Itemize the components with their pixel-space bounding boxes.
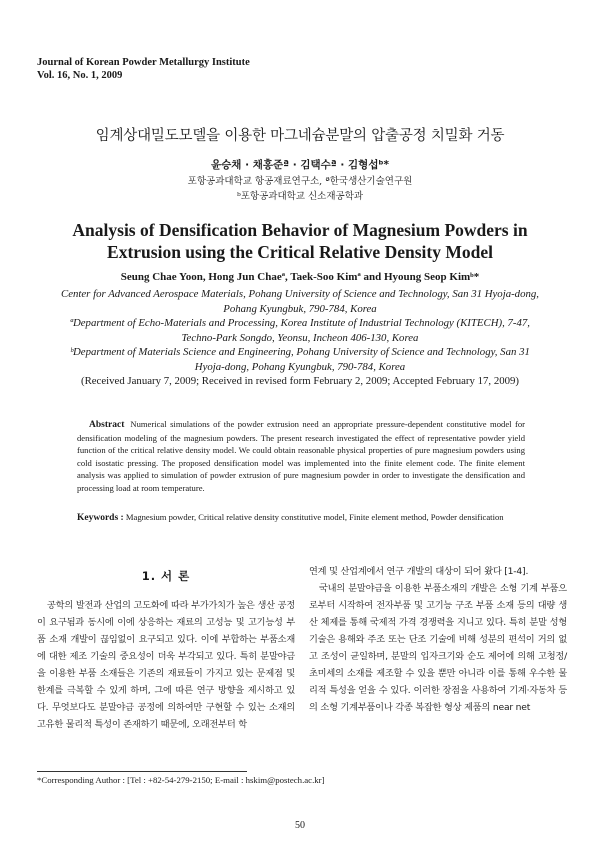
english-title: Analysis of Densification Behavior of Magnesium Powders in Extrusion using the Critical Relative Density Model [72, 220, 528, 262]
journal-volume: Vol. 16, No. 1, 2009 [37, 70, 123, 81]
abstract-text: Numerical simulations of the powder extrusion need an appropriate pressure-dependent constitutive model for densification modeling of the magnesium powders. The present research investigated the effect of representative powder yield function of the critical relative density model. We could obtain reasonable physical properties of pure magnesium powders using cold isostatic pressing. The proposed densification model was implemented into the finite element code. The finite element analysis was applied to simulation of powder extrusion of pure magnesium powder in order to investigate the densification and processing load at room temperature. [77, 419, 525, 493]
body-paragraph: 공학의 발전과 산업의 고도화에 따라 부가가치가 높은 생산 공정이 요구됨과 동시에 이에 상응하는 재료의 고성능 및 고기능성 부품 소재 개발이 끊임없이 요구되고 있다. 이에 부합하는 부품소재에 대한 제조 기술의 중요성이 더욱 부각되고 있다. 특히 분말야금을 이용한 부품 소재들은 기존의 재료들이 가지고 있는 문제점 및 한계를 극복할 수 있게 하며, 그에 따른 연구 방향을 제시하고 있다. 무엇보다도 분말야금 공정에 의하여만 구현할 수 있는 소재의 고유한 물리적 특성이 존재하기 때문에, 오래전부터 학 [37, 600, 295, 730]
left-column [37, 563, 295, 733]
corresponding-author-footnote: *Corresponding Author : [Tel : +82-54-279-2150; E-mail : hskim@postech.ac.kr] [37, 775, 325, 785]
section-heading: 1. 서 론 [141, 569, 191, 583]
body-paragraph-continued: 연계 및 산업계에서 연구 개발의 대상이 되어 왔다 [1-4]. [309, 566, 529, 577]
right-column [309, 563, 567, 716]
korean-affiliation-2: ᵇ포항공과대학교 신소재공학과 [236, 191, 364, 202]
english-affiliation-3: ᵇDepartment of Materials Science and Engineering, Pohang University of Science and Technology, San 31 Hyoja-dong, Pohang Kyungbuk, 790-784, Korea [70, 346, 530, 373]
journal-name: Journal of Korean Powder Metallurgy Institute [37, 57, 250, 68]
footnote-divider [37, 771, 247, 772]
korean-authors: 윤승채 · 채홍준ª · 김택수ª · 김형섭ᵇ* [211, 159, 389, 171]
korean-title: 임계상대밀도모델을 이용한 마그네슘분말의 압출공정 치밀화 거동 [95, 128, 505, 144]
keywords [77, 511, 525, 525]
abstract [77, 418, 525, 495]
english-authors: Seung Chae Yoon, Hong Jun Chaeª, Taek-Soo Kimª and Hyoung Seop Kimᵇ* [120, 271, 480, 283]
journal-header [37, 56, 250, 82]
page-number: 50 [295, 820, 305, 831]
keywords-text: Magnesium powder, Critical relative density constitutive model, Finite element method, Powder densification [125, 512, 504, 522]
received-dates: (Received January 7, 2009; Received in revised form February 2, 2009; Accepted February 17, 2009) [80, 375, 520, 387]
abstract-label: Abstract [89, 420, 125, 430]
korean-affiliation-1: 포항공과대학교 항공재료연구소, ª한국생산기술연구원 [187, 176, 413, 187]
english-affiliation-2: ªDepartment of Echo-Materials and Processing, Korea Institute of Industrial Technology (KITECH), 7-47, Techno-Park Songdo, Yeonsu, Incheon 406-130, Korea [69, 317, 530, 344]
english-affiliation-1: Center for Advanced Aerospace Materials, Pohang University of Science and Technology, San 31 Hyoja-dong, Pohang Kyungbuk, 790-784, Korea [61, 288, 539, 315]
body-paragraph: 국내의 분말야금을 이용한 부품소재의 개발은 소형 기계 부품으로부터 시작하여 전자부품 및 고기능 구조 부품 소재 등의 대량 생산 체제를 통해 국제적 가격 경쟁력을 지니고 있다. 특히 분말 성형 기술은 용해와 주조 또는 단조 기술에 비해 성분의 편석이 거의 없고 조성이 균일하며, 분말의 입자크기와 순도 제어에 의해 고청정/초미세의 소재를 제조할 수 있을 뿐만 아니라 이를 통해 우수한 물리적 특성을 얻을 수 있다. 이러한 장점을 사용하여 기계·자동차 등의 소형 기계부품이나 각종 복잡한 형상 제품의 near net [309, 583, 567, 713]
keywords-label: Keywords : [77, 513, 124, 523]
